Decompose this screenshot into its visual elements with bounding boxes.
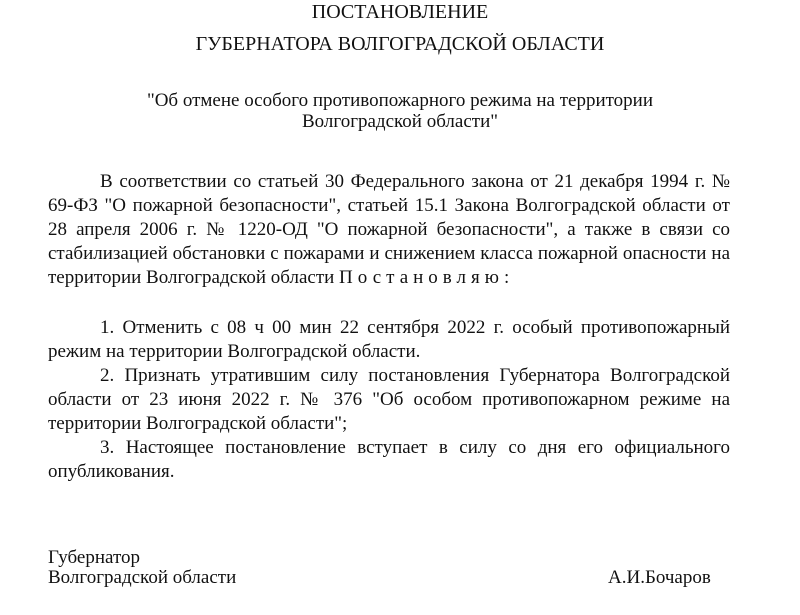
item-text: Отменить с 08 ч 00 мин 22 сентября 2022 г. особый противопожарный режим на территории Волгоградской области. bbox=[48, 317, 731, 362]
preamble-paragraph bbox=[48, 170, 730, 290]
decree-word: Постановляю: bbox=[339, 267, 515, 288]
preamble-text: В соответствии со статьей 30 Федерального закона от 21 декабря 1994 г. № 69-ФЗ "О пожарной безопасности", статьей 15.1 Закона Волгоградской области от 28 апреля 2006 г. № 1220-ОД "О пожарной безопасности", а также в связи со стабилизацией обстановки с пожарами и снижением класса пожарной опасности на территории Волгоградской области bbox=[48, 171, 730, 288]
signatory-position-line-1: Губернатор bbox=[48, 547, 141, 568]
item-text: Признать утратившим силу постановления Губернатора Волгоградской области от 23 июня 2022 г. № 376 "Об особом противопожарном режиме на территории Волгоградской области"; bbox=[48, 365, 731, 434]
item-text: Настоящее постановление вступает в силу со дня его официального опубликования. bbox=[48, 437, 730, 482]
title-line-1: "Об отмене особого противопожарного режима на территории bbox=[146, 90, 654, 111]
issuer-heading: ГУБЕРНАТОРА ВОЛГОГРАДСКОЙ ОБЛАСТИ bbox=[195, 33, 605, 55]
document-type-heading: ПОСТАНОВЛЕНИЕ bbox=[311, 1, 489, 23]
item-number: 2. bbox=[100, 365, 115, 386]
decree-item-2 bbox=[48, 364, 730, 436]
item-number: 3. bbox=[100, 437, 115, 458]
signatory-position bbox=[48, 548, 236, 588]
signatory-name: А.И.Бочаров bbox=[608, 567, 711, 588]
decree-item-3 bbox=[48, 436, 730, 484]
signatory-position-line-2: Волгоградской области bbox=[48, 567, 237, 588]
title-line-2: Волгоградской области" bbox=[301, 111, 498, 132]
decree-item-1 bbox=[48, 316, 730, 364]
item-number: 1. bbox=[100, 317, 115, 338]
document-title bbox=[80, 90, 720, 132]
